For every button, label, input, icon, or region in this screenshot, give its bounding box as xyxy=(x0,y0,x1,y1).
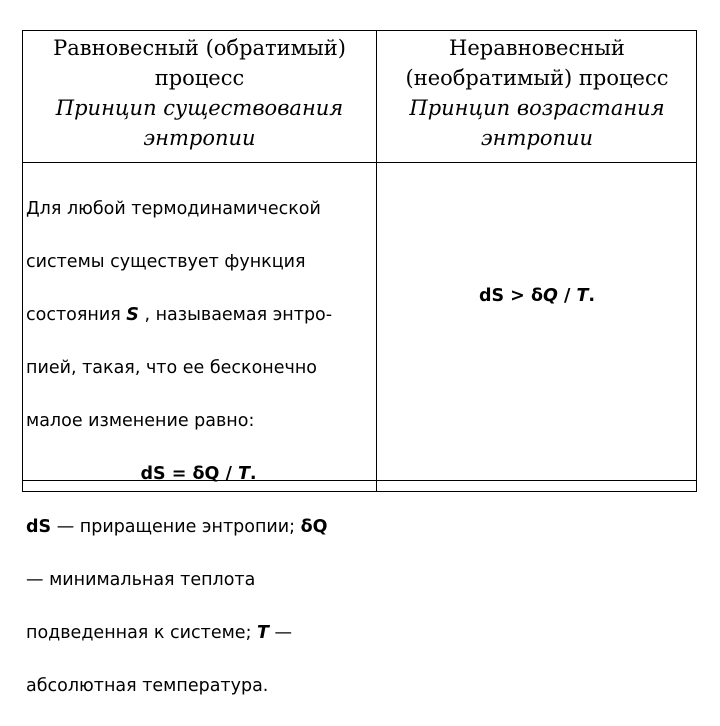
left-body-line-2: системы существует функция xyxy=(26,251,306,272)
left-body-line-10: абсолютная температура. xyxy=(26,675,269,696)
right-header-title-2: (необратимый) процесс xyxy=(405,66,669,90)
left-body-line-3-text-b: , называемая энтро- xyxy=(138,304,333,325)
right-formula xyxy=(479,286,595,306)
right-formula-entropy: S xyxy=(491,286,505,306)
left-formula-period: . xyxy=(249,463,257,484)
left-body-formula xyxy=(26,461,371,488)
right-header-title-1: Неравновесный xyxy=(449,36,625,60)
left-body-line-9-text-a: подведенная к системе; xyxy=(26,622,258,643)
entropy-symbol: S xyxy=(126,304,139,325)
temperature-symbol: T xyxy=(257,622,269,643)
left-body-line-1: Для любой термодинамической xyxy=(26,198,321,219)
right-header-principle-1: Принцип возрастания xyxy=(409,96,665,120)
heat-symbol: δQ xyxy=(300,516,328,537)
right-formula-temperature: T xyxy=(576,286,589,306)
left-header-title-2: процесс xyxy=(154,66,245,90)
left-body-line-4: пией, такая, что ее бесконечно xyxy=(26,357,317,378)
entropy-increment-symbol: dS xyxy=(26,516,52,537)
left-header-principle-2: энтропии xyxy=(143,126,256,150)
left-body-line-8: — минимальная теплота xyxy=(26,569,256,590)
header-divider xyxy=(23,162,696,163)
right-column-body xyxy=(377,283,697,309)
left-body-line-3-text-a: состояния xyxy=(26,304,127,325)
left-column-body xyxy=(26,169,371,726)
left-body-line-5: малое изменение равно: xyxy=(26,410,255,431)
right-formula-period: . xyxy=(588,286,596,306)
left-header-principle-1: Принцип существования xyxy=(55,96,344,120)
right-header-principle-2: энтропии xyxy=(480,126,594,150)
left-formula-text: dS = δQ / xyxy=(140,463,238,484)
right-formula-slash: / xyxy=(557,286,577,306)
left-formula-temperature: T xyxy=(237,463,250,484)
comparison-table xyxy=(22,30,697,696)
left-column-header xyxy=(23,33,376,153)
left-header-title-1: Равновесный (обратимый) xyxy=(53,36,346,60)
left-body-line-7 xyxy=(26,514,371,541)
left-body-line-3 xyxy=(26,302,371,329)
right-formula-heat: Q xyxy=(542,286,558,306)
left-body-line-9-text-b: — xyxy=(268,622,293,643)
left-body-line-7-text: — приращение энтропии; xyxy=(51,516,301,537)
right-formula-d: d xyxy=(478,286,492,306)
left-body-line-9 xyxy=(26,620,371,647)
right-column-header xyxy=(377,33,697,153)
right-formula-gt-delta: > δ xyxy=(504,286,543,306)
